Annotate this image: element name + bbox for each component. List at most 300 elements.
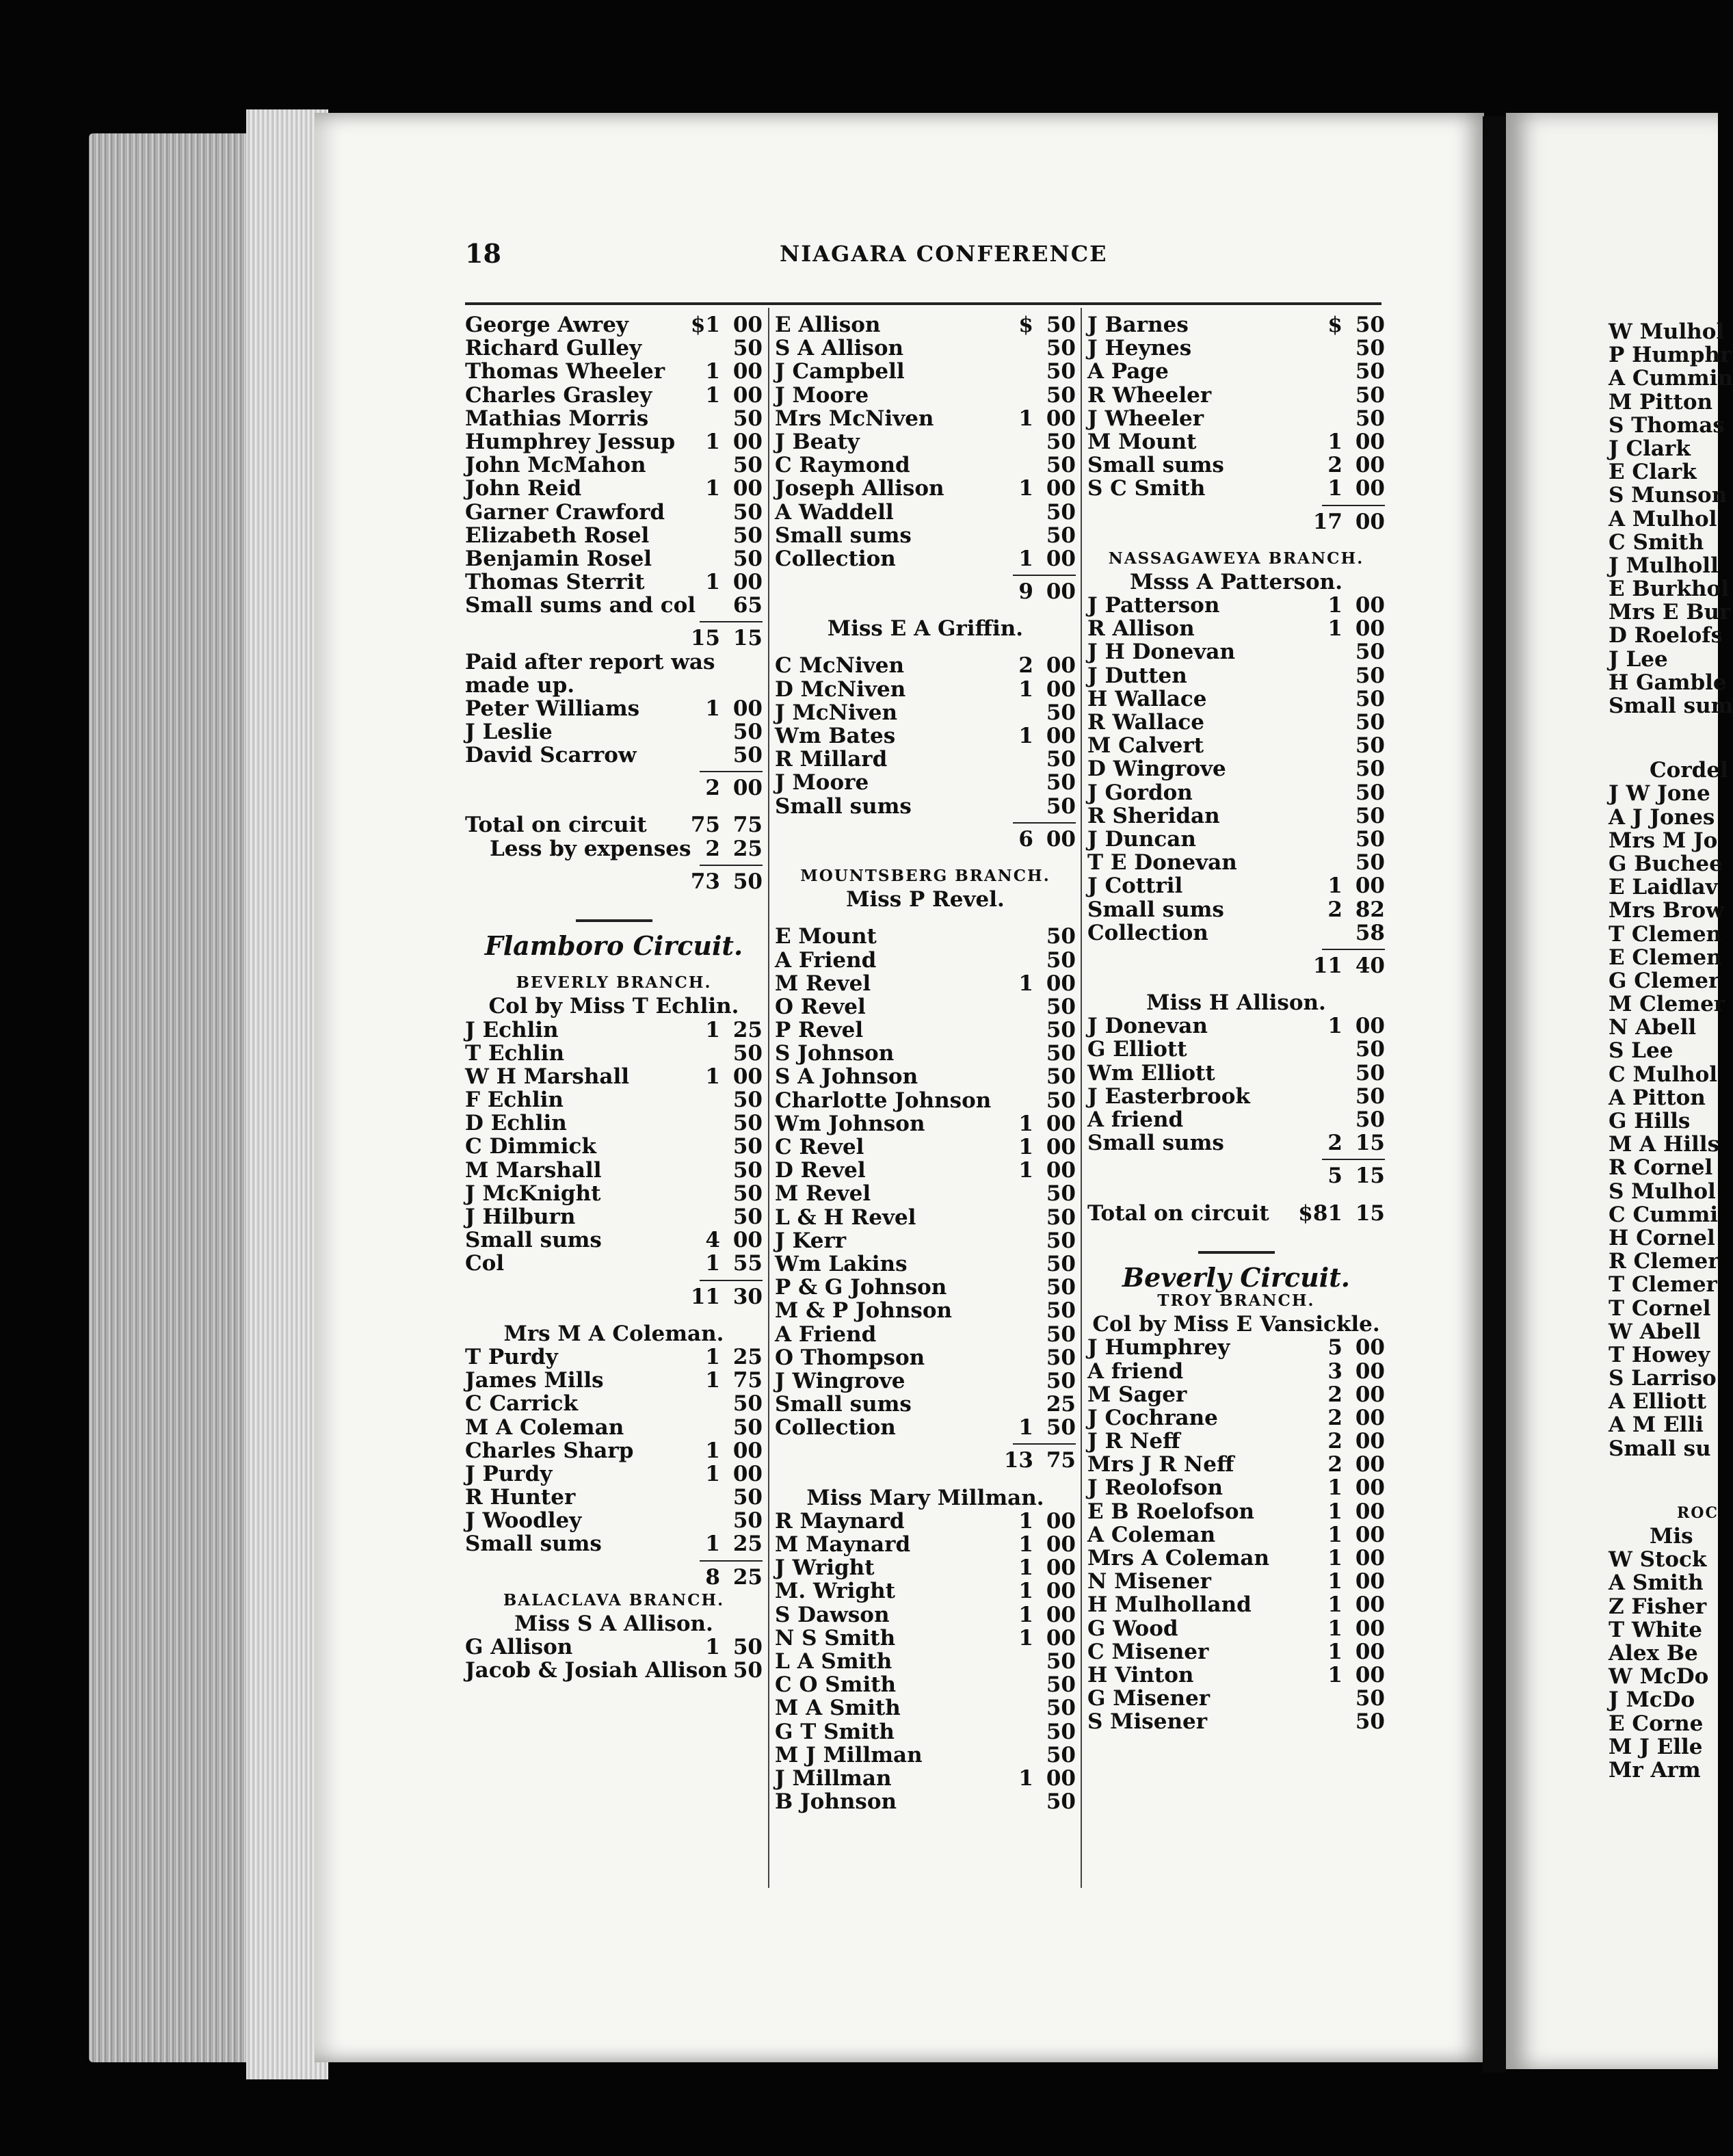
entry-cents: 50 — [732, 499, 763, 525]
entry-cents: 00 — [732, 1228, 763, 1253]
facing-entry: A M Elli — [1609, 1412, 1704, 1438]
spacer — [465, 800, 763, 813]
entry-cents: 50 — [1046, 1415, 1076, 1441]
collector-heading-text: Miss H Allison. — [1146, 990, 1326, 1016]
entry-dollars: 11 — [1312, 953, 1342, 978]
entry-name: Mathias Morris — [465, 406, 649, 431]
entry-cents: 00 — [732, 570, 763, 595]
entry-cents: 00 — [1355, 1522, 1385, 1547]
entry-dollars: 5 — [1327, 1335, 1342, 1360]
facing-entry: E Burkhol — [1609, 577, 1729, 602]
ledger-entry — [775, 524, 1076, 547]
subtotal-row — [465, 627, 763, 650]
entry-cents: 00 — [1355, 593, 1385, 618]
ledger-entry — [1087, 1085, 1385, 1108]
entry-dollars: 1 — [705, 429, 720, 454]
entry-name: J Duncan — [1087, 826, 1196, 852]
facing-entry: T Howey — [1609, 1342, 1710, 1367]
entry-dollars: 1 — [1018, 1602, 1033, 1627]
ledger-entry — [775, 654, 1076, 677]
entry-dollars: 1 — [705, 570, 720, 595]
entry-name: S Johnson — [775, 1041, 895, 1066]
ledger-entry — [775, 1510, 1076, 1533]
entry-name: Mrs J R Neff — [1087, 1452, 1234, 1477]
ledger-entry — [775, 949, 1076, 972]
facing-entry: S Larriso — [1609, 1366, 1717, 1391]
facing-entry: Mrs M Jo — [1609, 828, 1718, 853]
ledger-entry — [1087, 851, 1385, 874]
ledger-entry — [1087, 1476, 1385, 1499]
facing-page-column — [1609, 320, 1733, 1782]
ledger-entry — [775, 1089, 1076, 1112]
entry-name: J McKnight — [465, 1181, 601, 1206]
ledger-entry — [775, 1323, 1076, 1346]
entry-name: Garner Crawford — [465, 499, 665, 525]
ledger-entry — [775, 1018, 1076, 1042]
entry-name: Col — [465, 1251, 505, 1276]
facing-entry: M Clemer — [1609, 992, 1725, 1017]
ledger-entry — [775, 1720, 1076, 1744]
ledger-entry — [465, 813, 763, 837]
ledger-entry — [465, 1369, 763, 1392]
entry-cents: 00 — [1046, 1508, 1076, 1534]
facing-entry: Mrs E Bur — [1609, 600, 1731, 625]
entry-name: Total on circuit — [465, 813, 647, 838]
sum-rule — [1087, 1155, 1385, 1164]
ledger-entry — [465, 430, 763, 453]
entry-cents: 50 — [1355, 757, 1385, 782]
entry-cents: 50 — [1046, 1275, 1076, 1300]
facing-entry: R Cornel — [1609, 1155, 1713, 1181]
entry-dollars: 1 — [1018, 676, 1033, 702]
entry-cents: 50 — [732, 523, 763, 548]
entry-cents: 50 — [1046, 1672, 1076, 1698]
facing-entry: D Roelofs — [1609, 623, 1723, 648]
facing-entry: H Cornel — [1609, 1225, 1715, 1250]
ledger-entry — [775, 1579, 1076, 1603]
ledger-entry — [1087, 1360, 1385, 1383]
entry-dollars: 2 — [705, 776, 720, 801]
entry-name: Small sums — [775, 1392, 912, 1417]
entry-cents: 50 — [732, 1040, 763, 1066]
entry-dollars: 17 — [1312, 509, 1342, 534]
ledger-entry — [775, 1182, 1076, 1205]
entry-cents: 00 — [1046, 1111, 1076, 1136]
entry-name: J Kerr — [775, 1228, 847, 1253]
collector-heading — [1087, 570, 1385, 594]
entry-cents: 50 — [732, 1181, 763, 1206]
entry-dollars: 1 — [705, 1438, 720, 1463]
ledger-entry — [1087, 1523, 1385, 1547]
facing-entry: Alex Be — [1609, 1640, 1698, 1666]
ledger-entry — [775, 407, 1076, 430]
entry-cents: 50 — [1355, 780, 1385, 805]
entry-cents: 00 — [1046, 579, 1076, 605]
ledger-entry — [465, 1228, 763, 1252]
entry-cents: 00 — [1046, 1555, 1076, 1581]
entry-name: N S Smith — [775, 1625, 896, 1651]
entry-name: Thomas Sterrit — [465, 570, 645, 595]
ledger-entry — [1087, 1687, 1385, 1710]
entry-name: L & H Revel — [775, 1205, 916, 1230]
entry-cents: 50 — [1046, 1648, 1076, 1674]
entry-name: Small sums — [775, 523, 912, 548]
entry-cents: 00 — [1355, 1475, 1385, 1501]
entry-cents: 50 — [1355, 1060, 1385, 1086]
entry-cents: 50 — [1046, 1789, 1076, 1815]
ledger-entry — [465, 1532, 763, 1555]
entry-cents: 00 — [1355, 1616, 1385, 1641]
entry-dollars: 1 — [1327, 593, 1342, 618]
entry-cents: 00 — [1355, 453, 1385, 478]
entry-name: G Wood — [1087, 1616, 1178, 1641]
facing-entry: S Thomas — [1609, 412, 1725, 438]
entry-cents: 15 — [1355, 1131, 1385, 1156]
ledger-entry — [775, 1416, 1076, 1439]
entry-name: J R Neff — [1087, 1429, 1180, 1454]
entry-dollars: 2 — [1327, 1452, 1342, 1477]
entry-cents: 00 — [1355, 1592, 1385, 1618]
entry-cents: 50 — [1046, 1719, 1076, 1744]
ledger-entry — [465, 1462, 763, 1486]
ledger-entry — [1087, 594, 1385, 617]
entry-dollars: 1 — [1327, 616, 1342, 642]
entry-name: G Misener — [1087, 1686, 1211, 1711]
branch-heading — [465, 1589, 763, 1612]
entry-name: J Echlin — [465, 1017, 559, 1042]
entry-dollars: 13 — [1003, 1448, 1033, 1473]
facing-entry: E Clemen — [1609, 945, 1722, 970]
entry-cents: 00 — [1046, 676, 1076, 702]
ledger-entry — [1087, 1202, 1385, 1225]
collector-heading — [1087, 1313, 1385, 1336]
ledger-entry — [465, 1345, 763, 1369]
entry-name: Charles Grasley — [465, 382, 652, 408]
subtotal-row — [775, 828, 1076, 851]
entry-cents: 50 — [1046, 793, 1076, 819]
page-header — [465, 238, 1381, 272]
ledger-entry — [775, 1159, 1076, 1182]
facing-entry: A J Jones — [1609, 804, 1715, 830]
entry-name: Small sums — [775, 793, 912, 819]
entry-name: E B Roelofson — [1087, 1499, 1255, 1524]
entry-cents: 55 — [732, 1251, 763, 1276]
entry-cents: 50 — [1046, 1298, 1076, 1324]
branch-heading-text: NASSAGAWEYA BRANCH. — [1108, 549, 1364, 568]
entry-name: George Awrey — [465, 313, 629, 337]
ledger-entry — [775, 1206, 1076, 1229]
entry-name: J Dutten — [1087, 663, 1187, 688]
entry-cents: 00 — [1046, 546, 1076, 571]
entry-name: N Misener — [1087, 1569, 1211, 1594]
collector-heading-text: Miss E A Griffin. — [827, 616, 1024, 642]
entry-name: Small sums and col — [465, 593, 696, 618]
entry-cents: 50 — [732, 869, 763, 894]
entry-name: J Donevan — [1087, 1014, 1208, 1039]
entry-dollars: 1 — [1018, 476, 1033, 501]
ledger-entry — [465, 1439, 763, 1462]
ledger-entry — [465, 1416, 763, 1439]
ledger-entry — [1087, 1383, 1385, 1406]
entry-cents: 50 — [732, 1205, 763, 1229]
ledger-entry — [775, 313, 1076, 337]
ledger-entry — [1087, 1131, 1385, 1155]
ledger-note — [465, 650, 763, 697]
entry-name: J Leslie — [465, 719, 553, 744]
branch-heading-text: TROY BRANCH. — [1157, 1291, 1315, 1310]
entry-dollars: 1 — [1018, 406, 1033, 431]
ledger-entry — [465, 1486, 763, 1509]
subtotal-row — [465, 1566, 763, 1589]
entry-cents: 50 — [1046, 382, 1076, 408]
entry-name: D Echlin — [465, 1111, 567, 1136]
ledger-entry — [775, 1673, 1076, 1696]
ledger-entry — [775, 701, 1076, 724]
entry-name: D McNiven — [775, 676, 906, 702]
entry-name: A friend — [1087, 1358, 1184, 1384]
entry-cents: 50 — [1355, 1686, 1385, 1711]
entry-name: C Dimmick — [465, 1134, 596, 1159]
ledger-entry — [1087, 617, 1385, 640]
entry-dollars: 1 — [705, 476, 720, 501]
facing-entry: J Lee — [1609, 646, 1668, 672]
branch-heading-text: BEVERLY BRANCH. — [516, 973, 712, 992]
entry-dollars: 2 — [1327, 897, 1342, 922]
spacer — [465, 893, 763, 907]
column-divider — [1081, 308, 1082, 1888]
entry-dollars: 1 — [1018, 1532, 1033, 1557]
entry-name: Humphrey Jessup — [465, 429, 676, 454]
ledger-entry — [1087, 687, 1385, 711]
entry-dollars: 1 — [1018, 1579, 1033, 1604]
entry-name: A friend — [1087, 1107, 1184, 1132]
entry-cents: 25 — [732, 1531, 763, 1557]
entry-cents: 65 — [732, 593, 763, 618]
entry-name: J Hilburn — [465, 1205, 576, 1229]
entry-name: M Maynard — [775, 1532, 911, 1557]
facing-entry: W McDo — [1609, 1664, 1709, 1690]
entry-cents: 25 — [732, 1017, 763, 1042]
entry-cents: 00 — [732, 1438, 763, 1463]
entry-dollars: 2 — [705, 836, 720, 861]
spacer — [465, 1309, 763, 1322]
ledger-entry — [465, 594, 763, 617]
entry-dollars: 1 — [705, 696, 720, 721]
spacer — [1609, 1460, 1733, 1501]
entry-dollars: 2 — [1327, 1131, 1342, 1156]
ledger-entry — [775, 925, 1076, 948]
ledger-entry — [465, 570, 763, 594]
entry-name: S C Smith — [1087, 476, 1206, 501]
facing-entry: T Clemen — [1609, 921, 1722, 947]
entry-name: Charlotte Johnson — [775, 1088, 992, 1113]
facing-entry: C Mulhol — [1609, 1062, 1718, 1087]
facing-entry: M Pitton — [1609, 389, 1713, 415]
ledger-entry — [1087, 711, 1385, 734]
ledger-entry — [775, 1767, 1076, 1790]
ledger-entry — [1087, 384, 1385, 407]
entry-cents: 50 — [1355, 686, 1385, 711]
ledger-entry — [775, 1533, 1076, 1556]
entry-name: J Cottril — [1087, 873, 1183, 899]
ledger-entry — [1087, 1617, 1385, 1640]
ledger-entry — [465, 524, 763, 547]
facing-entry: T White — [1609, 1617, 1703, 1642]
entry-name: Wm Johnson — [775, 1111, 925, 1136]
spacer — [775, 851, 1076, 865]
ledger-entry — [775, 501, 1076, 524]
entry-cents: 00 — [1355, 1382, 1385, 1407]
entry-cents: 00 — [1355, 1662, 1385, 1687]
entry-cents: 50 — [1046, 313, 1076, 337]
entry-name: M J Millman — [775, 1742, 923, 1767]
entry-cents: 50 — [1355, 803, 1385, 828]
entry-cents: 50 — [1046, 1228, 1076, 1253]
entry-name: Collection — [775, 1415, 896, 1441]
entry-cents: 00 — [732, 313, 763, 337]
entry-cents: 50 — [732, 1157, 763, 1183]
entry-cents: 50 — [732, 743, 763, 767]
entry-cents: 00 — [1355, 1429, 1385, 1454]
entry-cents: 50 — [1355, 406, 1385, 431]
entry-cents: 50 — [1355, 1037, 1385, 1062]
collector-heading-text: Miss Mary Millman. — [806, 1485, 1044, 1510]
entry-cents: 50 — [1046, 747, 1076, 772]
entry-cents: 50 — [732, 1508, 763, 1534]
collector-heading — [465, 1322, 763, 1345]
entry-cents: 50 — [732, 546, 763, 571]
facing-entry: W Mulhol — [1609, 319, 1725, 344]
ledger-entry — [1087, 1547, 1385, 1570]
ledger-entry — [775, 1369, 1076, 1393]
entry-name: J Easterbrook — [1087, 1083, 1250, 1109]
facing-entry: Small su — [1609, 1436, 1711, 1461]
ledger-entry — [465, 837, 763, 860]
entry-name: R Wallace — [1087, 710, 1204, 735]
entry-cents: 50 — [732, 1088, 763, 1113]
entry-cents: 75 — [732, 813, 763, 838]
entry-cents: 50 — [1046, 700, 1076, 725]
entry-cents: 00 — [732, 1461, 763, 1486]
entry-cents: 50 — [732, 1134, 763, 1159]
entry-name: Richard Gulley — [465, 336, 642, 361]
entry-dollars: 2 — [1327, 1382, 1342, 1407]
entry-name: Collection — [1087, 920, 1208, 945]
ledger-entry — [775, 678, 1076, 701]
ledger-entry — [465, 360, 763, 383]
entry-cents: 00 — [1355, 1014, 1385, 1039]
entry-name: O Revel — [775, 994, 866, 1019]
entry-name: J Purdy — [465, 1461, 553, 1486]
entry-dollars: 1 — [1327, 1522, 1342, 1547]
entry-name: J Millman — [775, 1765, 892, 1791]
note-text: Paid after report was made up. — [465, 649, 715, 698]
entry-name: J Wingrove — [775, 1368, 905, 1393]
collector-heading — [775, 617, 1076, 640]
facing-entry: E Corne — [1609, 1711, 1704, 1736]
entry-name: H Wallace — [1087, 686, 1207, 711]
entry-name: S A Allison — [775, 336, 904, 361]
entry-dollars: 1 — [1018, 1415, 1033, 1441]
entry-name: S Dawson — [775, 1602, 890, 1627]
entry-dollars: 1 — [1018, 1625, 1033, 1651]
entry-dollars: $ — [1018, 313, 1033, 337]
entry-cents: 00 — [1355, 1335, 1385, 1360]
entry-name: Small sums — [1087, 897, 1224, 922]
subtotal-row — [1087, 1164, 1385, 1187]
entry-cents: 00 — [732, 429, 763, 454]
entry-name: John McMahon — [465, 453, 646, 478]
facing-entry: G Clemer — [1609, 968, 1720, 993]
entry-cents: 50 — [1046, 924, 1076, 949]
entry-name: J Beaty — [775, 429, 860, 454]
entry-name: A Coleman — [1087, 1522, 1216, 1547]
entry-name: Small sums — [1087, 453, 1224, 478]
entry-cents: 00 — [732, 776, 763, 801]
entry-cents: 00 — [1046, 476, 1076, 501]
entry-cents: 50 — [1046, 453, 1076, 478]
branch-heading — [775, 865, 1076, 888]
entry-dollars: $1 — [690, 313, 720, 337]
entry-name: J Wright — [775, 1555, 875, 1581]
ledger-entry — [1087, 1062, 1385, 1085]
ledger-entry — [775, 430, 1076, 453]
circuit-heading-text: Flamboro Circuit. — [484, 930, 743, 961]
entry-name: J Moore — [775, 382, 869, 408]
entry-cents: 50 — [1046, 336, 1076, 361]
ledger-entry — [775, 384, 1076, 407]
entry-cents: 00 — [732, 359, 763, 384]
entry-cents: 00 — [1355, 1358, 1385, 1384]
facing-entry: A Elliott — [1609, 1389, 1707, 1415]
ledger-entry — [775, 724, 1076, 748]
ledger-column-1 — [465, 313, 763, 1683]
entry-cents: 00 — [1046, 1532, 1076, 1557]
entry-name: M. Wright — [775, 1579, 895, 1604]
entry-name: Elizabeth Rosel — [465, 523, 650, 548]
entry-dollars: 1 — [1327, 1475, 1342, 1501]
collector-heading-text: Mrs M A Coleman. — [503, 1321, 724, 1346]
entry-name: R Millard — [775, 747, 888, 772]
entry-cents: 50 — [1046, 499, 1076, 525]
entry-dollars: 1 — [1327, 1616, 1342, 1641]
entry-dollars: 1 — [1018, 1158, 1033, 1183]
facing-entry: W Stock — [1609, 1547, 1707, 1573]
collector-heading — [465, 1612, 763, 1635]
sum-rule — [1087, 945, 1385, 954]
entry-cents: 15 — [1355, 1200, 1385, 1226]
entry-name: M Sager — [1087, 1382, 1187, 1407]
entry-name: J Barnes — [1087, 313, 1189, 337]
entry-name: J Reolofson — [1087, 1475, 1223, 1501]
ledger-entry — [465, 720, 763, 744]
facing-entry: A Smith — [1609, 1570, 1704, 1596]
entry-cents: 15 — [732, 626, 763, 651]
entry-cents: 50 — [1046, 1181, 1076, 1207]
ledger-entry — [775, 1112, 1076, 1135]
ledger-entry — [1087, 1430, 1385, 1453]
entry-name: R Maynard — [775, 1508, 905, 1534]
entry-name: Thomas Wheeler — [465, 359, 665, 384]
entry-cents: 00 — [1046, 1602, 1076, 1627]
entry-name: C Misener — [1087, 1639, 1209, 1664]
entry-cents: 50 — [1046, 1018, 1076, 1043]
entry-cents: 75 — [732, 1368, 763, 1393]
entry-name: M Marshall — [465, 1157, 602, 1183]
collector-heading-text: Msss A Patterson. — [1129, 569, 1343, 594]
ledger-entry — [465, 407, 763, 430]
sum-rule — [775, 570, 1076, 580]
